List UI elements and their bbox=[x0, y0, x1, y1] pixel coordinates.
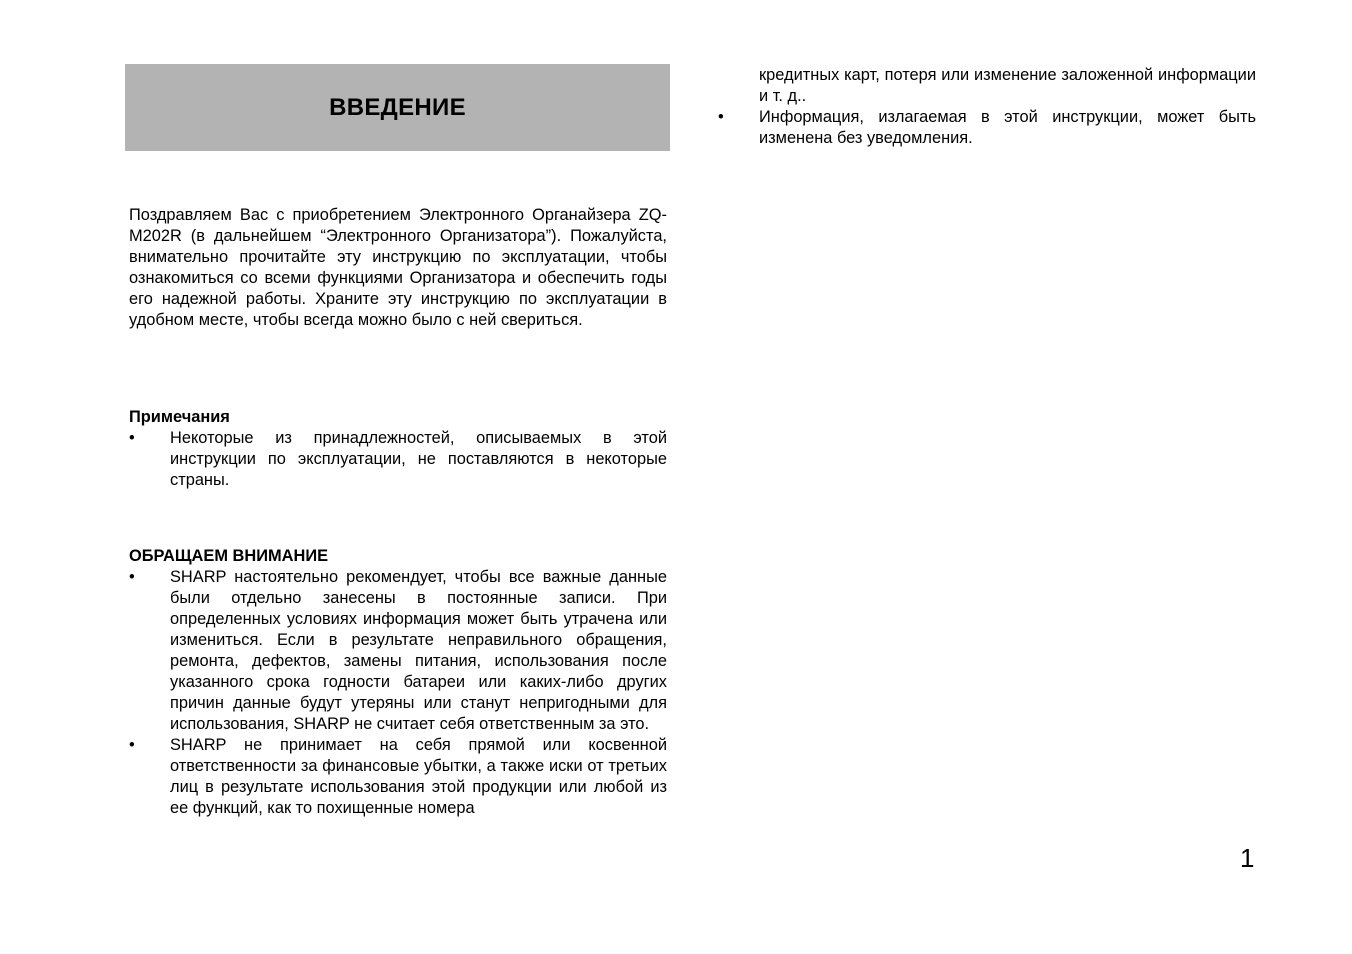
continuation-text: кредитных карт, потеря или изменение заложенной информации и т. д.. bbox=[759, 66, 1256, 105]
bullet-icon: • bbox=[129, 429, 135, 447]
attention-item-text: SHARP настоятельно рекомендует, чтобы все важные данные были отдельно занесены в постоянные записи. При определенных условиях информация может быть утрачена или измениться. Если в результате неправильного обращения, ремонта, дефектов, замены питания, использования после указанного срока годности батареи или каких-либо других причин данные будут утеряны или станут непригодными для использования, SHARP не считает себя ответственным за это. bbox=[170, 568, 667, 733]
list-item bbox=[129, 735, 667, 819]
notes-item-text: Некоторые из принадлежностей, описываемых в этой инструкции по эксплуатации, не поставляются в некоторые страны. bbox=[170, 429, 667, 489]
list-item bbox=[129, 567, 667, 735]
attention-heading: ОБРАЩАЕМ ВНИМАНИЕ bbox=[129, 547, 329, 565]
attention-list bbox=[129, 567, 667, 819]
right-column bbox=[718, 65, 1256, 149]
bullet-icon: • bbox=[718, 108, 724, 126]
attention-item-text: SHARP не принимает на себя прямой или косвенной ответственности за финансовые убытки, а также иски от третьих лиц в результате использования этой продукции или любой из ее функций, как то похищенные номера bbox=[170, 736, 667, 817]
notes-list bbox=[129, 428, 667, 491]
notes-heading: Примечания bbox=[129, 408, 230, 426]
intro-paragraph: Поздравляем Вас с приобретением Электронного Органайзера ZQ-M202R (в дальнейшем “Электронного Организатора”). Пожалуйста, внимательно прочитайте эту инструкцию по эксплуатации, чтобы ознакомиться со всеми функциями Организатора и обеспечить годы его надежной работы. Храните эту инструкцию по эксплуатации в удобном месте, чтобы всегда можно было с ней свериться. bbox=[129, 206, 667, 329]
page-title: ВВЕДЕНИЕ bbox=[329, 93, 466, 121]
intro-section bbox=[129, 205, 667, 331]
bullet-icon: • bbox=[129, 736, 135, 754]
attention-section bbox=[129, 546, 667, 819]
notes-section bbox=[129, 407, 667, 491]
page-number: 1 bbox=[1240, 843, 1255, 873]
right-item-text: Информация, излагаемая в этой инструкции, может быть изменена без уведомления. bbox=[759, 108, 1256, 147]
bullet-icon: • bbox=[129, 568, 135, 586]
list-item bbox=[718, 107, 1256, 149]
right-list bbox=[718, 107, 1256, 149]
list-item bbox=[129, 428, 667, 491]
title-banner bbox=[125, 64, 670, 151]
